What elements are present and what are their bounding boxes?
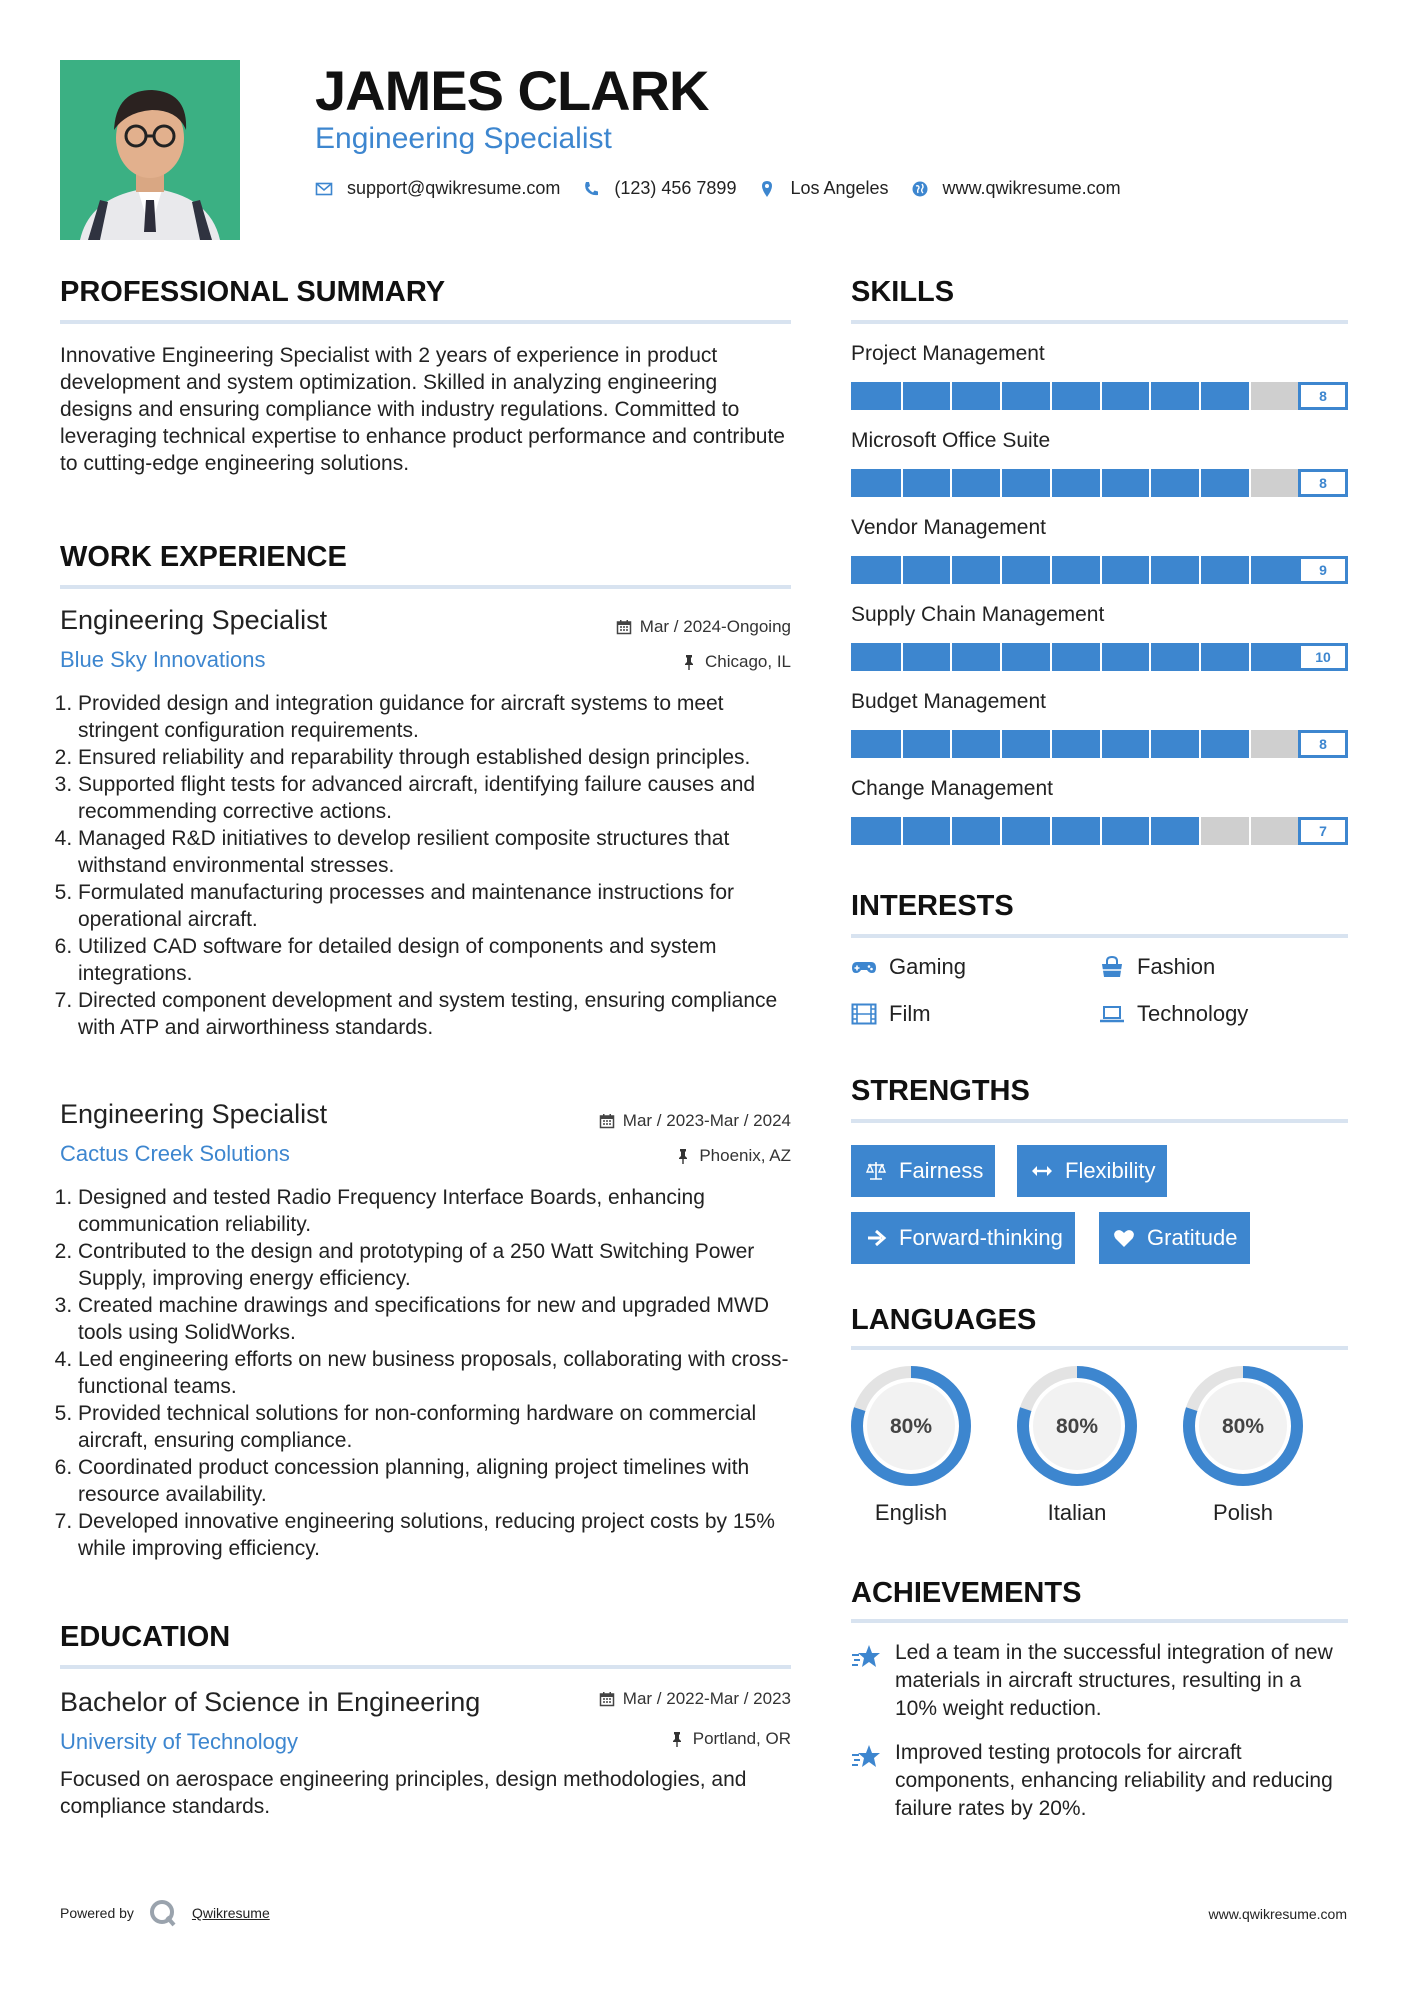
skill-bar-segment-divider: [1000, 382, 1002, 410]
skill-bar-segment-divider: [1100, 817, 1102, 845]
strength-tag-fairness: [851, 1145, 995, 1197]
skill-bar-segment-divider: [1100, 382, 1102, 410]
skills-divider: [851, 320, 1348, 324]
achievements-divider: [851, 1619, 1348, 1623]
job-dates: [616, 617, 791, 637]
skill-bar-segment-divider: [1249, 469, 1251, 497]
job-dates: [599, 1111, 791, 1131]
achievement-item: [851, 1639, 1348, 1723]
job-bullets: [60, 1184, 795, 1562]
skill-bar: [851, 469, 1348, 497]
summary-heading: PROFESSIONAL SUMMARY: [60, 276, 446, 308]
school-name: University of Technology: [60, 1729, 299, 1754]
education-text: Focused on aerospace engineering principles, design methodologies, and compliance standards.: [60, 1768, 747, 1818]
skill-bar-segment-divider: [1000, 556, 1002, 584]
skill-bar-segment-divider: [901, 730, 903, 758]
list-item: 1. Provided design and integration guidance for aircraft systems to meet stringent configuration requirements.: [78, 690, 795, 744]
experience-heading: WORK EXPERIENCE: [60, 541, 347, 573]
arrow-right-icon: [865, 1227, 887, 1249]
skill-bar-segment-divider: [901, 556, 903, 584]
map-marker-icon: [758, 180, 776, 198]
balance-scale-icon: [865, 1160, 887, 1182]
skill-bar-segment-divider: [901, 817, 903, 845]
job-bullets: [60, 690, 795, 1041]
skill-bar: [851, 382, 1348, 410]
profile-photo: [60, 60, 240, 240]
job-dates-text: Mar / 2024-Ongoing: [639, 617, 791, 636]
calendar-icon: [599, 1691, 615, 1707]
skill-bar-segment-divider: [950, 469, 952, 497]
languages-divider: [851, 1346, 1348, 1350]
skill-bar-fill: [851, 556, 1298, 584]
job-dates-text: Mar / 2023-Mar / 2024: [622, 1111, 791, 1130]
skill-score: 7: [1298, 817, 1348, 845]
education-dates: [599, 1689, 791, 1709]
skill-bar-segment-divider: [1249, 556, 1251, 584]
film-icon: [851, 1003, 877, 1025]
summary-divider: [60, 320, 791, 324]
education-location-text: Portland, OR: [692, 1729, 791, 1748]
skill-score: 10: [1298, 643, 1348, 671]
list-item: 3. Supported flight tests for advanced aircraft, identifying failure causes and recommending corrective actions.: [78, 771, 795, 825]
contact-bar: [315, 178, 1143, 199]
list-item: 6. Coordinated product concession planning, aligning project timelines with resource availability.: [78, 1454, 795, 1508]
job-location-text: Chicago, IL: [705, 652, 791, 671]
language-item: [1181, 1364, 1305, 1526]
skill-bar-segment-divider: [1100, 730, 1102, 758]
strengths-divider: [851, 1119, 1348, 1123]
strength-label: Fairness: [899, 1158, 984, 1183]
website-text: www.qwikresume.com: [942, 178, 1121, 198]
strength-label: Forward-thinking: [899, 1225, 1063, 1250]
skill-bar-segment-divider: [1000, 730, 1002, 758]
skill-bar-segment-divider: [950, 556, 952, 584]
job-location: [681, 652, 791, 672]
skill-bar-segment-divider: [1249, 643, 1251, 671]
interest-item-gaming: [851, 954, 966, 980]
skill-bar-segment-divider: [1149, 817, 1151, 845]
skill-bar-segment-divider: [1199, 817, 1201, 845]
language-ring: [1181, 1364, 1305, 1488]
contact-email[interactable]: [315, 178, 560, 199]
skill-label: Vendor Management: [851, 516, 1046, 539]
company-name: Blue Sky Innovations: [60, 647, 266, 672]
experience-divider: [60, 585, 791, 589]
list-item: 7. Directed component development and system testing, ensuring compliance with ATP and airworthiness standards.: [78, 987, 795, 1041]
language-percent: 80%: [889, 1415, 933, 1438]
skill-score: 8: [1298, 730, 1348, 758]
skill-bar-segment-divider: [950, 817, 952, 845]
star-icon: [851, 1741, 883, 1773]
arrows-horizontal-icon: [1031, 1160, 1053, 1182]
skill-label: Microsoft Office Suite: [851, 429, 1051, 452]
language-label: Polish: [1213, 1500, 1273, 1525]
languages-heading: LANGUAGES: [851, 1304, 1037, 1336]
education-heading: EDUCATION: [60, 1621, 231, 1653]
skill-score: 8: [1298, 469, 1348, 497]
skill-bar: [851, 730, 1348, 758]
language-ring: [1015, 1364, 1139, 1488]
shopping-bag-icon: [1099, 956, 1125, 978]
thumbtack-icon: [669, 1731, 685, 1747]
achievement-text: Led a team in the successful integration of new materials in aircraft structures, resulting in a 10% weight reduction.: [895, 1641, 1333, 1720]
email-text: support@qwikresume.com: [347, 178, 561, 198]
skill-bar-segment-divider: [901, 469, 903, 497]
language-percent: 80%: [1221, 1415, 1265, 1438]
phone-text: (123) 456 7899: [614, 178, 737, 198]
list-item: 4. Managed R&D initiatives to develop resilient composite structures that withstand environmental stresses.: [78, 825, 795, 879]
education-location: [669, 1729, 791, 1749]
interests-divider: [851, 934, 1348, 938]
skill-bar-segment-divider: [1050, 730, 1052, 758]
candidate-title: Engineering Specialist: [315, 122, 612, 155]
education-divider: [60, 1665, 791, 1669]
skill-label: Project Management: [851, 342, 1045, 365]
achievement-item: [851, 1739, 1348, 1823]
contact-phone[interactable]: [582, 178, 736, 199]
skill-bar-segment-divider: [950, 643, 952, 671]
candidate-name: JAMES CLARK: [315, 59, 709, 122]
language-item: [1015, 1364, 1139, 1526]
skill-bar-segment-divider: [1149, 730, 1151, 758]
job-location: [675, 1146, 791, 1166]
interests-heading: INTERESTS: [851, 890, 1014, 922]
language-ring: [849, 1364, 973, 1488]
summary-text: Innovative Engineering Specialist with 2 years of experience in product development and system optimization. Skilled in analyzing engineering designs and ensuring compliance with industry regulations. Committed to leveraging technical expertise to enhance product performance and contribute to cutting-edge engineering solutions.: [60, 344, 785, 475]
list-item: 3. Created machine drawings and specifications for new and upgraded MWD tools using SolidWorks.: [78, 1292, 795, 1346]
skill-bar-segment-divider: [1000, 817, 1002, 845]
degree-title: Bachelor of Science in Engineering: [60, 1687, 481, 1717]
skill-bar: [851, 643, 1348, 671]
laptop-icon: [1099, 1003, 1125, 1025]
interest-label: Gaming: [889, 954, 967, 979]
skill-bar: [851, 556, 1348, 584]
skills-heading: SKILLS: [851, 276, 955, 308]
list-item: 5. Provided technical solutions for non-conforming hardware on commercial aircraft, ensuring compliance.: [78, 1400, 795, 1454]
skill-bar-segment-divider: [950, 382, 952, 410]
achievement-text: Improved testing protocols for aircraft components, enhancing reliability and reducing failure rates by 20%.: [895, 1741, 1333, 1820]
strength-label: Gratitude: [1147, 1225, 1238, 1250]
job-location-text: Phoenix, AZ: [699, 1146, 791, 1165]
skill-bar-segment-divider: [1249, 817, 1251, 845]
footer-website[interactable]: www.qwikresume.com: [1208, 1906, 1347, 1922]
job-title: Engineering Specialist: [60, 605, 328, 635]
skill-bar-segment-divider: [1050, 643, 1052, 671]
calendar-icon: [599, 1113, 615, 1129]
skill-bar-segment-divider: [950, 730, 952, 758]
language-percent: 80%: [1055, 1415, 1099, 1438]
skill-score: 9: [1298, 556, 1348, 584]
skill-bar-segment-divider: [1199, 730, 1201, 758]
skill-bar-segment-divider: [901, 382, 903, 410]
strengths-heading: STRENGTHS: [851, 1075, 1030, 1107]
skill-bar-segment-divider: [1199, 556, 1201, 584]
interest-label: Film: [889, 1001, 931, 1026]
strength-tag-gratitude: [1099, 1212, 1250, 1264]
skill-bar-segment-divider: [1100, 469, 1102, 497]
footer-powered-by: [60, 1898, 270, 1928]
gamepad-icon: [851, 956, 877, 978]
skill-bar-segment-divider: [901, 643, 903, 671]
phone-icon: [582, 180, 600, 198]
globe-icon: [911, 180, 929, 198]
calendar-icon: [616, 619, 632, 635]
skill-bar-segment-divider: [1050, 556, 1052, 584]
interest-item-fashion: [1099, 954, 1215, 980]
skill-bar-segment-divider: [1000, 643, 1002, 671]
education-dates-text: Mar / 2022-Mar / 2023: [622, 1689, 791, 1708]
strength-tag-forward-thinking: [851, 1212, 1075, 1264]
contact-location: [758, 178, 888, 199]
skill-bar-segment-divider: [1050, 469, 1052, 497]
list-item: 2. Ensured reliability and reparability through established design principles.: [78, 744, 795, 771]
language-label: English: [874, 1500, 948, 1525]
skill-bar-segment-divider: [1100, 556, 1102, 584]
skill-score: 8: [1298, 382, 1348, 410]
list-item: 2. Contributed to the design and prototyping of a 250 Watt Switching Power Supply, improving energy efficiency.: [78, 1238, 795, 1292]
contact-website[interactable]: [911, 178, 1121, 199]
language-item: [849, 1364, 973, 1526]
interest-item-film: [851, 1001, 931, 1027]
list-item: 1. Designed and tested Radio Frequency Interface Boards, enhancing communication reliability.: [78, 1184, 795, 1238]
skill-bar-segment-divider: [1050, 817, 1052, 845]
skill-label: Budget Management: [851, 690, 1046, 713]
skill-bar-segment-divider: [1249, 730, 1251, 758]
skill-bar-segment-divider: [1050, 382, 1052, 410]
interest-item-technology: [1099, 1001, 1248, 1027]
thumbtack-icon: [675, 1148, 691, 1164]
skill-bar-segment-divider: [1149, 469, 1151, 497]
skill-bar-segment-divider: [1199, 643, 1201, 671]
qwikresume-logo-icon: [148, 1898, 178, 1928]
list-item: 6. Utilized CAD software for detailed design of components and system integrations.: [78, 933, 795, 987]
thumbtack-icon: [681, 654, 697, 670]
interest-label: Technology: [1137, 1001, 1249, 1026]
strength-label: Flexibility: [1065, 1158, 1156, 1183]
heart-icon: [1113, 1227, 1135, 1249]
skill-bar-segment-divider: [1000, 469, 1002, 497]
skill-bar-segment-divider: [1249, 382, 1251, 410]
skill-bar-segment-divider: [1199, 382, 1201, 410]
company-name: Cactus Creek Solutions: [60, 1141, 290, 1166]
skill-label: Change Management: [851, 777, 1053, 800]
skill-bar: [851, 817, 1348, 845]
skill-bar-segment-divider: [1149, 643, 1151, 671]
interest-label: Fashion: [1137, 954, 1216, 979]
envelope-icon: [315, 180, 333, 198]
strength-tag-flexibility: [1017, 1145, 1167, 1197]
list-item: 5. Formulated manufacturing processes and maintenance instructions for operational aircraft.: [78, 879, 795, 933]
language-label: Italian: [1047, 1500, 1107, 1525]
powered-by-text: Powered by: [60, 1905, 134, 1921]
brand-link[interactable]: Qwikresume: [191, 1905, 270, 1921]
skill-bar-segment-divider: [1100, 643, 1102, 671]
achievements-heading: ACHIEVEMENTS: [851, 1577, 1082, 1609]
skill-bar-segment-divider: [1199, 469, 1201, 497]
skill-bar-segment-divider: [1149, 556, 1151, 584]
skill-bar-fill: [851, 817, 1199, 845]
skill-label: Supply Chain Management: [851, 603, 1105, 626]
skill-bar-segment-divider: [1149, 382, 1151, 410]
job-title: Engineering Specialist: [60, 1099, 328, 1129]
list-item: 7. Developed innovative engineering solutions, reducing project costs by 15% while improving efficiency.: [78, 1508, 795, 1562]
star-icon: [851, 1641, 883, 1673]
list-item: 4. Led engineering efforts on new business proposals, collaborating with cross-functional teams.: [78, 1346, 795, 1400]
location-text: Los Angeles: [790, 178, 889, 198]
